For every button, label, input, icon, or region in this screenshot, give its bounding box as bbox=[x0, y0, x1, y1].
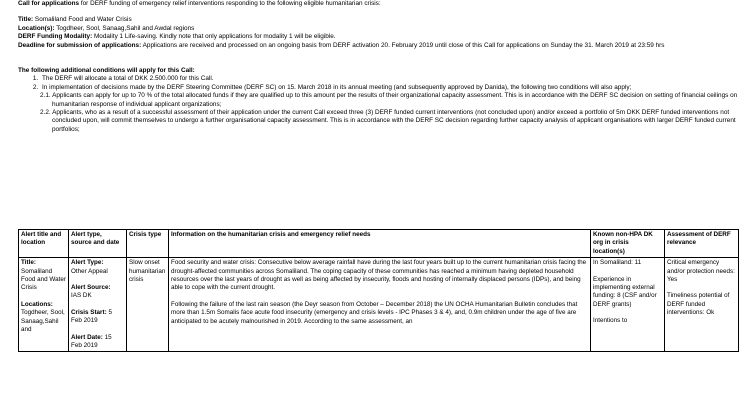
header-known-orgs: Known non-HPA DK org in crisis location(s) bbox=[591, 230, 665, 258]
row-type-label: Alert Type: bbox=[71, 259, 104, 267]
row-source-value: IAS DK bbox=[71, 292, 92, 300]
conditions-list bbox=[18, 75, 738, 92]
cell-alert-type bbox=[69, 258, 127, 352]
header-information: Information on the humanitarian crisis and emergency relief needs bbox=[169, 230, 591, 258]
title-label: Title: bbox=[18, 16, 34, 24]
row-locations-value: Togdheer, Sool, Sanaag,Sahil and bbox=[21, 309, 65, 334]
relevance-needs: Critical emergency and/or protection needs: Yes bbox=[667, 259, 735, 284]
call-intro bbox=[18, 0, 738, 8]
locations-line bbox=[18, 25, 738, 33]
row-crisis-start-value: 5 Feb 2019 bbox=[71, 308, 112, 325]
info-paragraph: Food security and water crisis: Consecutive below average rainfall have during the last four years built up to the current humanitarian crisis facing the drought-affected communities across Somaliland. The coping capacity of these communities has reached a minimum having depleted household resources over the last years of drought as well as being affected by insecurity, floods and hosting of internally displaced persons (IDPs), and being able to cope with the current drought. bbox=[171, 259, 587, 292]
sub-conditions bbox=[40, 92, 738, 134]
condition-item: 1. The DERF will allocate a total of DKK 2.500.000 for this Call. bbox=[40, 75, 738, 83]
cell-information bbox=[169, 258, 591, 352]
row-alert-date-value: 15 Feb 2019 bbox=[71, 333, 112, 350]
orgs-experience: Experience in implementing external funding: 8 (CSF and/or DERF grants) bbox=[593, 275, 657, 308]
orgs-intentions: Intentions to bbox=[593, 317, 628, 325]
conditions-section bbox=[18, 67, 738, 134]
call-text: for DERF funding of emergency relief interventions responding to the following eligible humanitarian crisis: bbox=[79, 0, 381, 7]
sub-condition-item: 2.2. Applicants, who as a result of a successful assessment of their application under the current Call exceed three (3) DERF funded current interventions (not concluded upon) and/or exceed a portfolio of 5m DKK DERF funded interventions not concluded upon, will commit themselves to undergo a further organisational capacity assessment. This is in accordance with the DERF SC decision regarding further capacity analysis of applicant organisations with larger DERF funded current portfolios; bbox=[40, 109, 736, 133]
locations-label: Location(s): bbox=[18, 24, 55, 32]
title-line bbox=[18, 16, 738, 24]
call-label: Call for applications bbox=[18, 0, 80, 7]
row-title-label: Title: bbox=[21, 259, 36, 267]
row-title-value: Somaliland Food and Water Crisis bbox=[21, 267, 66, 292]
row-crisis-start-label: Crisis Start: bbox=[71, 308, 107, 316]
deadline-line bbox=[18, 42, 738, 50]
table-row bbox=[19, 258, 739, 352]
deadline-value: Applications are received and processed on an ongoing basis from DERF activation 20. February 2019 until close of this Call for applications on Sunday the 31. March 2019 at 23:59 hrs bbox=[141, 41, 665, 49]
modality-label: DERF Funding Modality: bbox=[18, 33, 93, 41]
row-type-value: Other Appeal bbox=[71, 267, 108, 275]
conditions-heading bbox=[18, 67, 738, 75]
table-header-row bbox=[19, 230, 739, 258]
relevance-timeliness: Timeliness potential of DERF funded interventions: Ok bbox=[667, 292, 730, 317]
cell-crisis-type: Slow onset humanitarian crisis bbox=[127, 258, 169, 352]
row-source-label: Alert Source: bbox=[71, 284, 111, 292]
condition-item: 2. In implementation of decisions made by the DERF Steering Committee (DERF SC) on 15. March 2018 in its annual meeting (and subsequently approved by Danida), the following two conditions will also apply; bbox=[40, 84, 738, 92]
header-alert-title: Alert title and location bbox=[19, 230, 69, 258]
cell-alert-title bbox=[19, 258, 69, 352]
modality-line bbox=[18, 33, 738, 41]
row-alert-date-label: Alert Date: bbox=[71, 333, 103, 341]
orgs-count: In Somaliland: 11 bbox=[593, 259, 642, 267]
call-paragraph bbox=[18, 0, 738, 8]
header-crisis-type: Crisis type bbox=[127, 230, 169, 258]
cell-known-orgs bbox=[591, 258, 665, 352]
modality-value: Modality 1 Life-saving. Kindly note that only applications for modality 1 will be eligible. bbox=[92, 33, 336, 41]
locations-value: Togdheer, Sool, Sanaag,Sahil and Awdal regions bbox=[54, 24, 195, 32]
call-details bbox=[18, 16, 738, 50]
conditions-heading-text: The following additional conditions will apply for this Call: bbox=[18, 67, 195, 75]
header-assessment: Assessment of DERF relevance bbox=[665, 230, 739, 258]
info-paragraph: Following the failure of the last rain season (the Deyr season from October – December 2018) the UN OCHA Humanitarian Bulletin concludes that more than 1.5m Somalis face acute food insecurity (emergency and crisis levels - IPC Phases 3 & 4), and, 0.9m children under the age of five are anticipated to be acutely malnourished in 2019. According to the same assessment, an bbox=[171, 300, 578, 325]
header-alert-type: Alert type, source and date bbox=[69, 230, 127, 258]
row-locations-label: Locations: bbox=[21, 300, 53, 308]
title-value: Somaliland Food and Water Crisis bbox=[33, 16, 132, 24]
sub-condition-item: 2.1. Applicants can apply for up to 70 % of the total allocated funds if they are qualified up to this amount per the results of their organizational capacity assessment. This is in accordance with the DERF SC decision on setting of financial ceilings on humanitarian response of individual applicant organizations; bbox=[40, 92, 738, 108]
deadline-label: Deadline for submission of applications: bbox=[18, 41, 142, 49]
alerts-table bbox=[18, 229, 739, 352]
cell-assessment bbox=[665, 258, 739, 352]
